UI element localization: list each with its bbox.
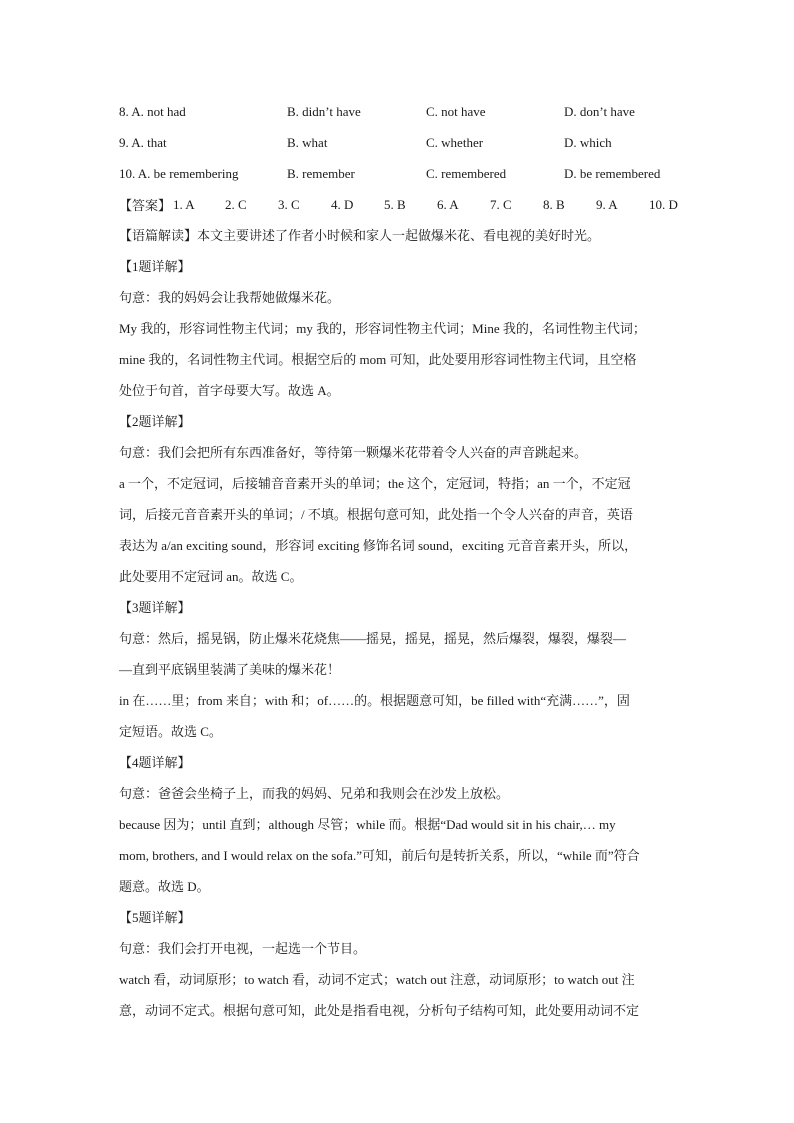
option-10-a: 10. A. be remembering	[119, 165, 239, 181]
text-line: 此处要用不定冠词 an。故选 C。	[119, 569, 303, 584]
option-8-d: D. don’t have	[564, 103, 635, 119]
text-line: My 我的，形容词性物主代词；my 我的，形容词性物主代词；Mine 我的，名词性物主代词；	[119, 321, 646, 336]
option-row-10	[119, 158, 679, 189]
option-10-b: B. remember	[287, 165, 355, 181]
text-line: 句意：然后，摇晃锅，防止爆米花烧焦——摇晃，摇晃，摇晃，然后爆裂，爆裂，爆裂—	[119, 631, 627, 646]
discourse-summary: 【语篇解读】本文主要讲述了作者小时候和家人一起做爆米花、看电视的美好时光。	[119, 228, 601, 243]
answer-label: 【答案】	[119, 198, 172, 213]
text-line: mom, brothers, and I would relax on the sofa.”可知，前后句是转折关系，所以，“while 而”符合	[119, 848, 640, 863]
answer-item: 8. B	[543, 196, 565, 212]
text-line: 词，后接元音音素开头的单词；/ 不填。根据句意可知，此处指一个令人兴奋的声音，英语	[119, 507, 633, 522]
text-line: 表达为 a/an exciting sound，形容词 exciting 修饰名词 sound，exciting 元音音素开头，所以，	[119, 538, 638, 553]
option-row-9	[119, 127, 679, 158]
answer-item: 10. D	[649, 196, 678, 212]
text-line: 处位于句首，首字母要大写。故选 A。	[119, 383, 340, 398]
section-heading-q1: 【1题详解】	[119, 259, 191, 274]
text-line: mine 我的，名词性物主代词。根据空后的 mom 可知，此处要用形容词性物主代词，且空格	[119, 352, 637, 367]
option-9-a: 9. A. that	[119, 134, 167, 150]
answer-item: 6. A	[437, 196, 459, 212]
option-9-b: B. what	[287, 134, 328, 150]
section-heading-q4: 【4题详解】	[119, 755, 191, 770]
text-line: in 在……里；from 来自；with 和；of……的。根据题意可知，be filled with“充满……”，固	[119, 693, 630, 708]
text-line: 意，动词不定式。根据句意可知，此处是指看电视，分析句子结构可知，此处要用动词不定	[119, 1003, 640, 1018]
answer-item: 1. A	[173, 196, 195, 212]
section-heading-q2: 【2题详解】	[119, 414, 191, 429]
text-line: 定短语。故选 C。	[119, 724, 222, 739]
option-8-a: 8. A. not had	[119, 103, 186, 119]
option-9-c: C. whether	[426, 134, 484, 150]
text-line: a 一个，不定冠词，后接辅音音素开头的单词；the 这个，定冠词，特指；an 一个，不定冠	[119, 476, 631, 491]
answer-key	[119, 189, 679, 220]
text-line: 句意：我们会打开电视，一起选一个节目。	[119, 941, 367, 956]
text-line: 句意：我的妈妈会让我帮她做爆米花。	[119, 290, 341, 305]
option-8-c: C. not have	[426, 103, 486, 119]
option-row-8	[119, 96, 679, 127]
text-line: —直到平底锅里装满了美味的爆米花！	[119, 662, 341, 677]
answer-item: 5. B	[384, 196, 406, 212]
document-page	[119, 96, 679, 1026]
text-line: watch 看，动词原形；to watch 看，动词不定式；watch out 注意，动词原形；to watch out 注	[119, 972, 635, 987]
answer-item: 9. A	[596, 196, 618, 212]
text-line: because 因为；until 直到；although 尽管；while 而。根据“Dad would sit in his chair,… my	[119, 817, 616, 832]
section-heading-q5: 【5题详解】	[119, 910, 191, 925]
option-9-d: D. which	[564, 134, 612, 150]
answer-item: 4. D	[331, 196, 354, 212]
section-heading-q3: 【3题详解】	[119, 600, 191, 615]
answer-item: 7. C	[490, 196, 512, 212]
text-line: 句意：我们会把所有东西准备好，等待第一颗爆米花带着令人兴奋的声音跳起来。	[119, 445, 588, 460]
option-8-b: B. didn’t have	[287, 103, 361, 119]
text-line: 题意。故选 D。	[119, 879, 210, 894]
option-10-c: C. remembered	[426, 165, 507, 181]
answer-item: 3. C	[278, 196, 300, 212]
option-10-d: D. be remembered	[564, 165, 661, 181]
text-line: 句意：爸爸会坐椅子上，而我的妈妈、兄弟和我则会在沙发上放松。	[119, 786, 510, 801]
answer-item: 2. C	[225, 196, 247, 212]
